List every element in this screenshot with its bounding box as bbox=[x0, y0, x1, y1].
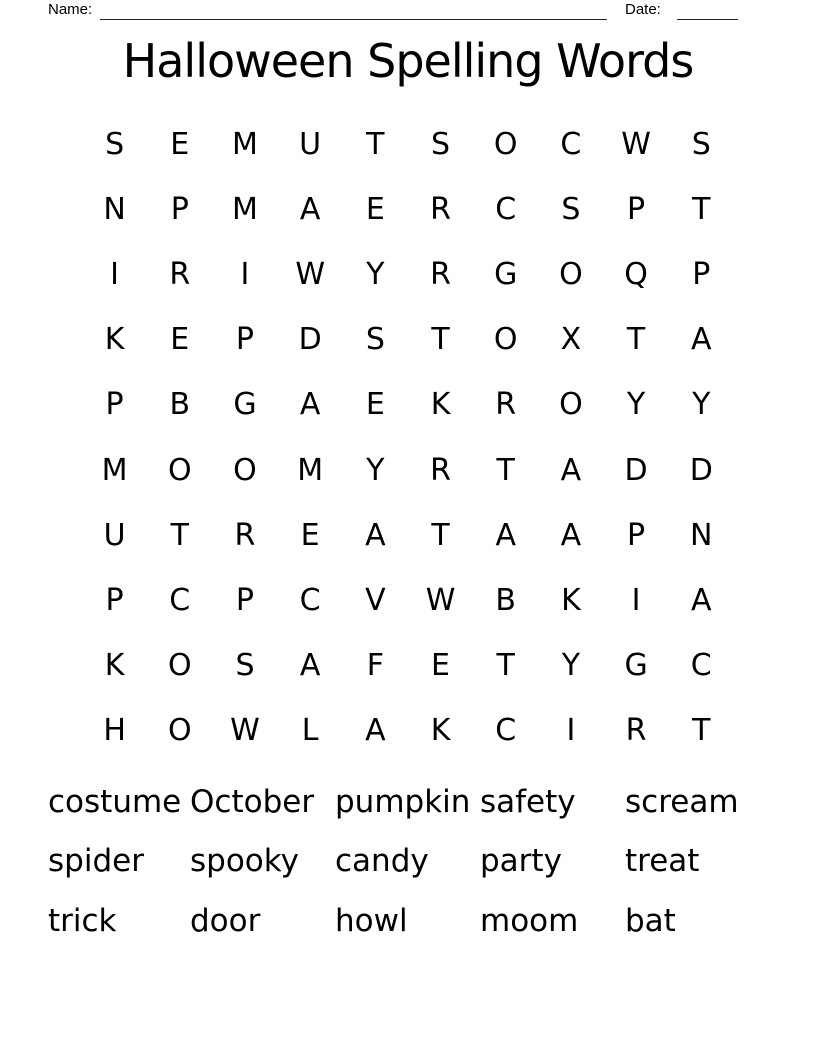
grid-cell-r2c8: S bbox=[561, 192, 581, 228]
grid-cell-r5c1: P bbox=[105, 387, 124, 423]
grid-cell-r4c8: X bbox=[560, 322, 582, 358]
word-bank-item-moom: moom bbox=[480, 902, 579, 939]
grid-cell-r1c10: S bbox=[691, 127, 711, 163]
grid-cell-r7c8: A bbox=[560, 517, 582, 553]
grid-cell-r4c7: O bbox=[493, 322, 518, 358]
grid-cell-r5c7: R bbox=[495, 387, 517, 423]
grid-cell-r10c4: L bbox=[301, 712, 319, 748]
grid-cell-r9c1: K bbox=[104, 647, 125, 683]
grid-cell-r3c9: Q bbox=[624, 257, 648, 293]
date-label: Date: bbox=[625, 1, 661, 18]
grid-cell-r8c8: K bbox=[561, 582, 581, 618]
grid-cell-r1c8: C bbox=[560, 127, 582, 163]
grid-cell-r5c4: A bbox=[299, 387, 321, 423]
grid-cell-r9c10: C bbox=[690, 647, 712, 683]
grid-cell-r8c1: P bbox=[105, 582, 124, 618]
grid-cell-r6c9: D bbox=[624, 452, 648, 488]
grid-cell-r1c9: W bbox=[621, 127, 651, 163]
grid-cell-r6c8: A bbox=[560, 452, 582, 488]
name-input-line[interactable] bbox=[100, 3, 607, 20]
page-title: Halloween Spelling Words bbox=[122, 34, 694, 88]
word-bank-item-scream: scream bbox=[625, 783, 739, 820]
grid-cell-r8c4: C bbox=[299, 582, 321, 618]
word-bank-item-party: party bbox=[480, 843, 562, 880]
word-bank-item-October: October bbox=[190, 783, 315, 820]
grid-cell-r1c7: O bbox=[493, 127, 518, 163]
grid-cell-r4c10: A bbox=[691, 322, 712, 358]
grid-cell-r6c5: Y bbox=[366, 452, 385, 488]
grid-cell-r10c10: T bbox=[692, 712, 711, 748]
grid-cell-r3c6: R bbox=[430, 257, 451, 293]
grid-cell-r5c3: G bbox=[233, 387, 257, 423]
word-bank-item-safety: safety bbox=[480, 783, 576, 820]
word-bank-item-howl: howl bbox=[335, 902, 408, 939]
grid-cell-r8c6: W bbox=[425, 582, 456, 618]
grid-cell-r2c4: A bbox=[299, 192, 321, 228]
grid-cell-r6c3: O bbox=[233, 452, 257, 488]
grid-cell-r7c4: E bbox=[300, 517, 320, 553]
word-bank-item-candy: candy bbox=[335, 843, 429, 880]
grid-cell-r2c10: T bbox=[692, 192, 711, 228]
grid-cell-r5c10: Y bbox=[692, 387, 711, 423]
grid-cell-r8c7: B bbox=[495, 582, 517, 618]
grid-cell-r9c9: G bbox=[624, 647, 648, 683]
grid-cell-r6c6: R bbox=[430, 452, 451, 488]
word-bank-item-door: door bbox=[190, 902, 261, 939]
grid-cell-r1c2: E bbox=[170, 127, 190, 163]
grid-cell-r10c1: H bbox=[103, 712, 126, 748]
word-bank-item-spooky: spooky bbox=[190, 843, 299, 880]
grid-cell-r7c5: A bbox=[365, 517, 386, 553]
grid-cell-r2c5: E bbox=[365, 192, 385, 228]
grid-cell-r7c2: T bbox=[170, 517, 189, 553]
word-bank bbox=[48, 772, 770, 951]
grid-cell-r6c2: O bbox=[167, 452, 192, 488]
word-bank-item-pumpkin: pumpkin bbox=[335, 783, 471, 820]
grid-cell-r7c10: N bbox=[690, 517, 713, 553]
word-bank-item-bat: bat bbox=[625, 902, 676, 939]
grid-cell-r2c6: R bbox=[430, 192, 451, 228]
grid-cell-r4c6: T bbox=[431, 322, 450, 358]
grid-cell-r10c9: R bbox=[625, 712, 647, 748]
grid-cell-r3c2: R bbox=[169, 257, 191, 293]
grid-cell-r9c6: E bbox=[431, 647, 451, 683]
grid-cell-r1c6: S bbox=[431, 127, 451, 163]
name-label: Name: bbox=[48, 1, 93, 18]
grid-cell-r2c3: M bbox=[232, 192, 258, 228]
word-bank-item-costume: costume bbox=[48, 783, 182, 820]
word-search-grid bbox=[82, 112, 734, 763]
grid-cell-r3c10: P bbox=[692, 257, 711, 293]
grid-cell-r9c8: Y bbox=[561, 647, 581, 683]
grid-cell-r8c2: C bbox=[169, 582, 191, 618]
grid-cell-r1c3: M bbox=[232, 127, 258, 163]
grid-cell-r7c9: P bbox=[627, 517, 646, 553]
grid-cell-r9c2: O bbox=[167, 647, 192, 683]
grid-cell-r6c10: D bbox=[689, 452, 713, 488]
grid-cell-r2c9: P bbox=[627, 192, 646, 228]
grid-cell-r6c7: T bbox=[496, 452, 515, 488]
grid-cell-r3c1: I bbox=[110, 257, 120, 293]
word-bank-item-trick: trick bbox=[48, 902, 117, 939]
grid-cell-r4c5: S bbox=[365, 322, 385, 358]
grid-cell-r5c6: K bbox=[430, 387, 451, 423]
grid-cell-r10c7: C bbox=[495, 712, 517, 748]
grid-cell-r6c1: M bbox=[101, 452, 128, 488]
grid-cell-r10c2: O bbox=[167, 712, 192, 748]
grid-cell-r5c8: O bbox=[559, 387, 583, 423]
grid-cell-r7c3: R bbox=[234, 517, 256, 553]
grid-cell-r3c3: I bbox=[240, 257, 250, 293]
grid-cell-r5c2: B bbox=[169, 387, 191, 423]
grid-cell-r8c10: A bbox=[691, 582, 712, 618]
grid-cell-r8c3: P bbox=[235, 582, 255, 618]
grid-cell-r3c5: Y bbox=[366, 257, 385, 293]
grid-cell-r1c5: T bbox=[366, 127, 385, 163]
word-bank-item-treat: treat bbox=[625, 843, 700, 880]
grid-cell-r5c9: Y bbox=[626, 387, 646, 423]
grid-cell-r8c9: I bbox=[631, 582, 641, 618]
grid-cell-r4c1: K bbox=[104, 322, 125, 358]
grid-cell-r9c3: S bbox=[235, 647, 255, 683]
grid-cell-r10c5: A bbox=[365, 712, 386, 748]
grid-cell-r10c8: I bbox=[566, 712, 576, 748]
grid-cell-r4c4: D bbox=[298, 322, 322, 358]
grid-cell-r1c4: U bbox=[299, 127, 322, 163]
grid-cell-r7c7: A bbox=[495, 517, 516, 553]
grid-cell-r8c5: V bbox=[365, 582, 386, 618]
grid-cell-r9c5: F bbox=[366, 647, 384, 683]
grid-cell-r9c7: T bbox=[496, 647, 515, 683]
grid-cell-r2c7: C bbox=[495, 192, 517, 228]
grid-cell-r3c7: G bbox=[494, 257, 518, 293]
grid-cell-r2c2: P bbox=[170, 192, 189, 228]
grid-cell-r4c3: P bbox=[235, 322, 255, 358]
date-input-line[interactable] bbox=[677, 3, 738, 20]
grid-cell-r10c3: W bbox=[230, 712, 260, 748]
grid-cell-r1c1: S bbox=[105, 127, 125, 163]
grid-cell-r5c5: E bbox=[365, 387, 385, 423]
grid-cell-r2c1: N bbox=[103, 192, 126, 228]
grid-cell-r6c4: M bbox=[297, 452, 324, 488]
grid-cell-r10c6: K bbox=[430, 712, 451, 748]
grid-cell-r4c9: T bbox=[626, 322, 646, 358]
grid-cell-r9c4: A bbox=[299, 647, 321, 683]
grid-cell-r7c1: U bbox=[103, 517, 126, 553]
word-bank-item-spider: spider bbox=[48, 843, 144, 880]
grid-cell-r7c6: T bbox=[431, 517, 450, 553]
grid-cell-r3c4: W bbox=[295, 257, 325, 293]
grid-cell-r4c2: E bbox=[170, 322, 190, 358]
grid-cell-r3c8: O bbox=[559, 257, 583, 293]
